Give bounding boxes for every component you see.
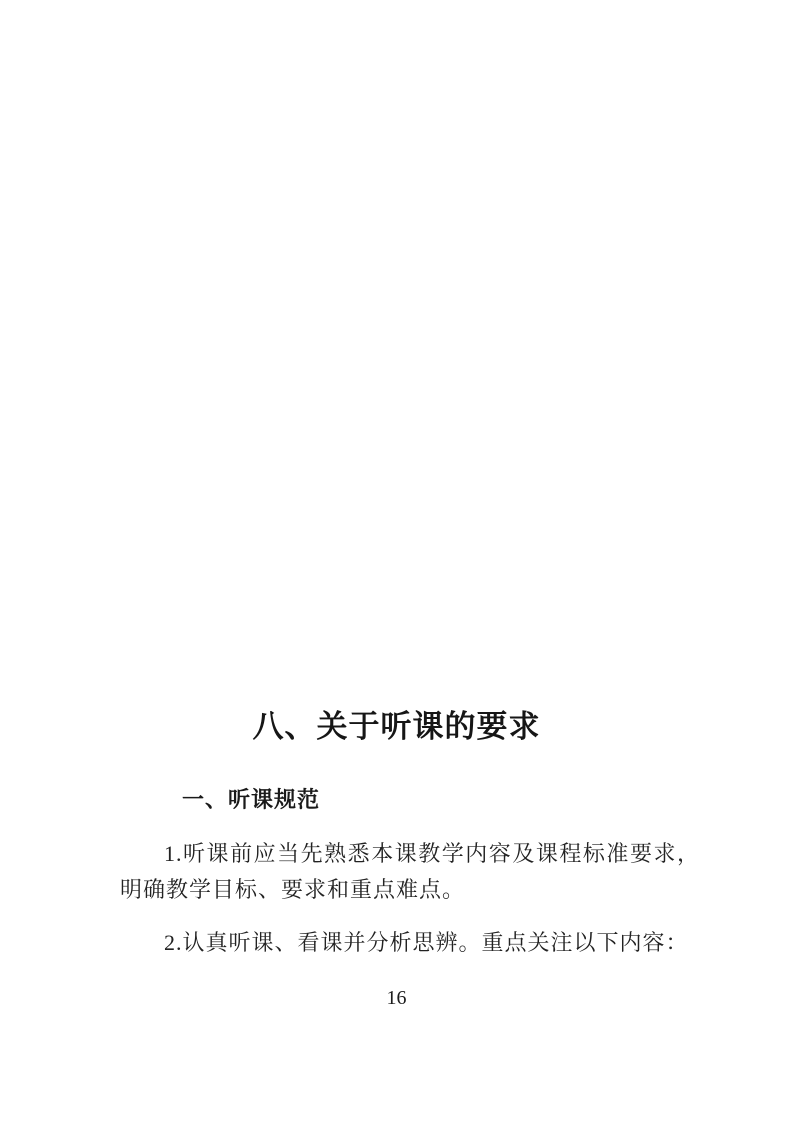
page-number: 16 xyxy=(386,987,407,1009)
document-title: 八、关于听课的要求 xyxy=(252,709,541,744)
document-body xyxy=(120,786,700,961)
section-heading: 一、听课规范 xyxy=(182,787,321,812)
paragraph-2: 2.认真听课、看课并分析思辨。重点关注以下内容： xyxy=(164,930,689,955)
paragraph-1: 1.听课前应当先熟悉本课教学内容及课程标准要求，明确教学目标、要求和重点难点。 xyxy=(120,841,700,902)
